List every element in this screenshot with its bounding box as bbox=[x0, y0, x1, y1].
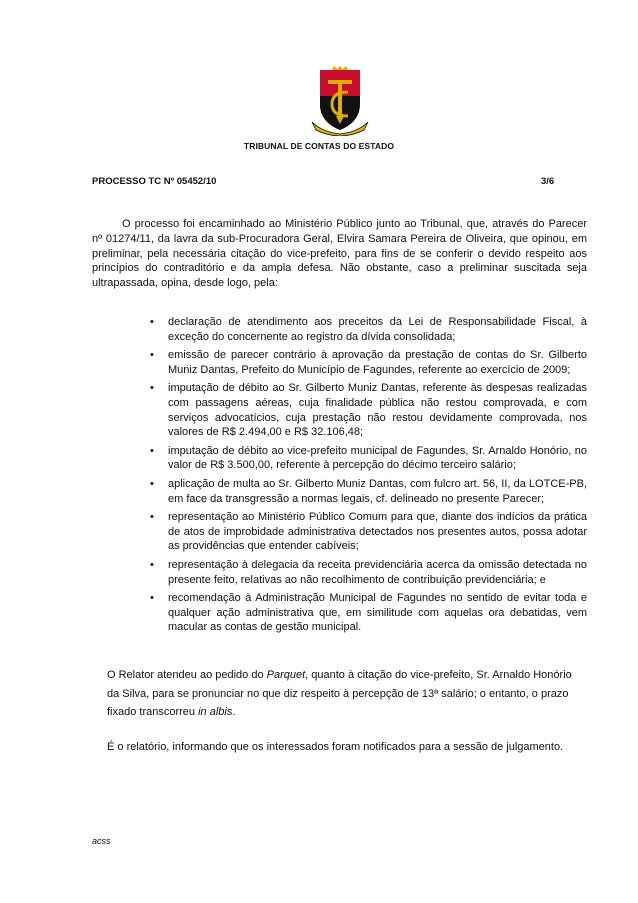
list-item-text: aplicação de multa ao Sr. Gilberto Muniz Dantas, com fulcro art. 56, II, da LOTCE-PB, em face da transgressão a normas legais, cf. delineado no presente Parecer; bbox=[168, 477, 587, 505]
relator-text-2: , quanto à citação do vice-prefeito, Sr. Arnaldo Honório da Silva, para se pronunciar no que diz respeito à percepção de 13ª salário; o entanto, o prazo fixado transcorreu bbox=[107, 669, 572, 718]
list-item bbox=[150, 444, 587, 473]
list-item-text: imputação de débito ao Sr. Gilberto Muniz Dantas, referente às despesas realizadas com passagens aéreas, cuja finalidade pública não restou comprovada, e com serviços advocatícios, cuja prestação não restou devidamente comprovada, nos valores de R$ 2.494,00 e R$ 32.106,48; bbox=[168, 382, 587, 439]
bullet-icon: • bbox=[150, 558, 154, 571]
intro-paragraph: O processo foi encaminhado ao Ministério Público junto ao Tribunal, que, através do Parecer nº 01274/11, da lavra da sub-Procuradora Geral, Elvira Samara Pereira de Oliveira, que opinou, em preliminar, pela necessária citação do vice-prefeito, para fins de se conferir o devido respeito aos princípios do contraditório e da ampla defesa. Não obstante, caso a preliminar suscitada seja ultrapassada, opina, desde logo, pela: bbox=[92, 218, 587, 290]
list-item-text: representação à delegacia da receita previdenciária acerca da omissão detectada no presente feito, relativas ao não recolhimento de contribuição previdenciária; e bbox=[168, 558, 587, 586]
list-item bbox=[150, 510, 587, 554]
organization-title: TRIBUNAL DE CONTAS DO ESTADO bbox=[243, 141, 395, 151]
tce-coat-of-arms-icon bbox=[308, 66, 372, 136]
list-item bbox=[150, 381, 587, 439]
list-item-text: recomendação à Administração Municipal de Fagundes no sentido de evitar toda e qualquer ação administrativa que, em similitude com aquelas ora debatidas, vem macular as contas de gestão municipal. bbox=[168, 592, 587, 634]
list-item bbox=[150, 315, 587, 344]
bullet-icon: • bbox=[150, 349, 154, 362]
list-item bbox=[150, 348, 587, 377]
bullet-icon: • bbox=[150, 592, 154, 605]
list-item bbox=[150, 591, 587, 635]
bullet-icon: • bbox=[150, 382, 154, 395]
relator-text-3: . bbox=[232, 706, 236, 718]
list-item-text: representação ao Ministério Público Comum para que, diante dos indícios da prática de atos de improbidade administrativa detectados nos presentes autos, possa adotar as providências que entender cabíveis; bbox=[168, 511, 587, 553]
list-item-text: emissão de parecer contrário à aprovação da prestação de contas do Sr. Gilberto Muniz Dantas, Prefeito do Município de Fagundes, referente ao exercício de 2009; bbox=[168, 349, 587, 376]
list-item bbox=[150, 477, 587, 506]
bullet-icon: • bbox=[150, 511, 154, 524]
list-item-text: imputação de débito ao vice-prefeito municipal de Fagundes, Sr. Arnaldo Honório, no valor de R$ 3.500,00, referente à percepção do décimo terceiro salário; bbox=[168, 444, 587, 472]
parquet-term: Parquet bbox=[266, 669, 306, 681]
in-albis-term: in albis bbox=[198, 706, 233, 718]
bullet-icon: • bbox=[150, 477, 154, 490]
list-item bbox=[150, 558, 587, 587]
process-number: PROCESSO TC Nº 05452/10 bbox=[92, 176, 217, 187]
relator-text-1: O Relator atendeu ao pedido do bbox=[107, 669, 267, 681]
list-item-text: declaração de atendimento aos preceitos da Lei de Responsabilidade Fiscal, à exceção do concernente ao registro da dívida consolidada; bbox=[168, 316, 587, 343]
page-number: 3/6 bbox=[541, 176, 555, 187]
recommendation-list bbox=[150, 315, 587, 639]
footer-initials: acss bbox=[92, 836, 111, 846]
relator-paragraph bbox=[107, 666, 587, 722]
bullet-icon: • bbox=[150, 316, 154, 328]
closing-paragraph: É o relatório, informando que os interessados foram notificados para a sessão de julgamento. bbox=[107, 741, 564, 753]
bullet-icon: • bbox=[150, 444, 154, 457]
